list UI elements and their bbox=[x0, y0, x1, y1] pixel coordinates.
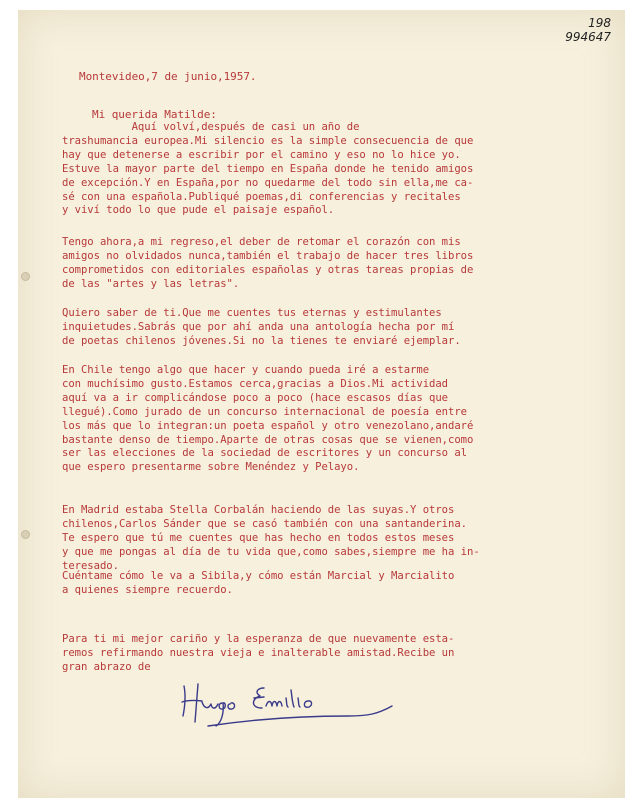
punch-hole bbox=[21, 530, 30, 539]
signature-text: Hugo Emilio bbox=[178, 676, 185, 677]
paragraph-1: Aquí volví,después de casi un año de trashumancia europea.Mi silencio es la simple consecuencia de que hay que detenerse a escribir por el camino y eso no lo hice yo. Estuve la mayor parte del tiempo en España donde he tenido amigos de excepción.Y en España,por no quedarme del todo sin ella,me ca- sé con una española.Publiqué poemas,di conferencias y recitales y viví todo lo que pude el paisaje español. bbox=[62, 121, 474, 217]
paragraph-3: Quiero saber de ti.Que me cuentes tus eternas y estimulantes inquietudes.Sabrás que por ahí anda una antología hecha por mí de poetas chilenos jóvenes.Si no la tienes te enviaré ejemplar. bbox=[62, 307, 461, 347]
handwritten-signature bbox=[178, 676, 408, 731]
archive-number bbox=[565, 16, 611, 44]
archive-number-bottom: 994647 bbox=[565, 30, 611, 44]
letter-page bbox=[18, 10, 625, 798]
punch-hole bbox=[21, 272, 30, 281]
paragraph-6: Cuéntame cómo le va a Sibila,y cómo están Marcial y Marcialito a quienes siempre recuerdo. bbox=[62, 570, 455, 596]
letter-salutation: Mi querida Matilde: bbox=[92, 108, 217, 121]
paragraph-4: En Chile tengo algo que hacer y cuando pueda iré a estarme con muchísimo gusto.Estamos cerca,gracias a Dios.Mi actividad aquí va a ir complicándose poco a poco (hace escasos días que llegué).Como jurado de un concurso internacional de poesía entre los más que lo integran:un poeta español y otro venezolano,andaré bastante denso de tiempo.Aparte de otras cosas que se vienen,como ser las elecciones de la sociedad de escritores y un concurso al que espero presentarme sobre Menéndez y Pelayo. bbox=[62, 364, 474, 474]
paragraph-5: En Madrid estaba Stella Corbalán haciendo de las suyas.Y otros chilenos,Carlos Sánder que se casó también con una santanderina. Te espero que tú me cuentes que has hecho en todos estos meses y que me pongas al día de tu vida que,como sabes,siempre me ha in- teresado. bbox=[62, 504, 480, 572]
paragraph-2: Tengo ahora,a mi regreso,el deber de retomar el corazón con mis amigos no olvidados nunca,también el trabajo de hacer tres libros comprometidos con editoriales españolas y otras tareas propias de de las "artes y las letras". bbox=[62, 236, 474, 290]
paragraph-7: Para ti mi mejor cariño y la esperanza de que nuevamente esta- remos refirmando nuestra vieja e inalterable amistad.Recibe un gran abrazo de bbox=[62, 633, 455, 673]
letter-date: Montevideo,7 de junio,1957. bbox=[79, 70, 257, 83]
archive-number-top: 198 bbox=[588, 16, 611, 30]
